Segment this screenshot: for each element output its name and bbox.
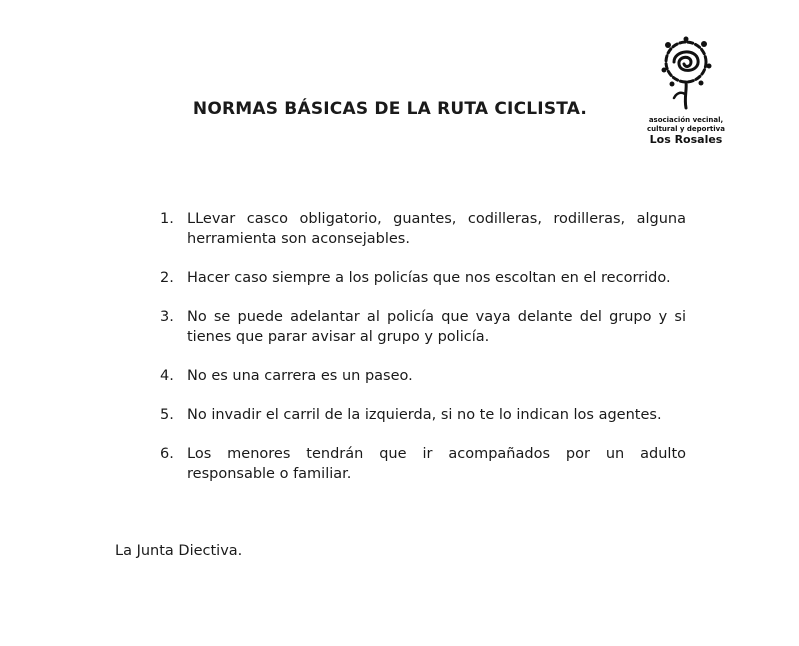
rule-item [160,366,686,386]
rule-number: 6. [160,446,174,462]
rule-text: LLevar casco obligatorio, guantes, codilleras, rodilleras, alguna herramienta son aconsejables. [187,211,686,247]
rule-item [160,307,686,347]
rule-text: Hacer caso siempre a los policías que nos escoltan en el recorrido. [187,270,671,286]
rule-number: 4. [160,368,174,384]
rules-list [160,209,686,503]
rule-text: No invadir el carril de la izquierda, si no te lo indican los agentes. [187,407,662,423]
logo-line-association: asociación vecinal, [648,116,724,124]
association-logo [636,36,736,150]
logo-line-cultural: cultural y deportiva [647,125,725,133]
rose-logo-icon [658,36,714,112]
rule-text: No es una carrera es un paseo. [187,368,413,384]
rule-item [160,268,686,288]
logo-name: Los Rosales [649,133,723,146]
rule-number: 5. [160,407,174,423]
rule-item [160,444,686,484]
rule-text: No se puede adelantar al policía que vaya delante del grupo y si tienes que parar avisar al grupo y policía. [187,309,686,345]
rule-item [160,209,686,249]
rule-text: Los menores tendrán que ir acompañados por un adulto responsable o familiar. [187,446,686,482]
rule-number: 3. [160,309,174,325]
signature: La Junta Diectiva. [115,543,243,559]
rule-item [160,405,686,425]
rule-number: 1. [160,211,174,227]
rule-number: 2. [160,270,174,286]
page-title: NORMAS BÁSICAS DE LA RUTA CICLISTA. [192,99,588,119]
